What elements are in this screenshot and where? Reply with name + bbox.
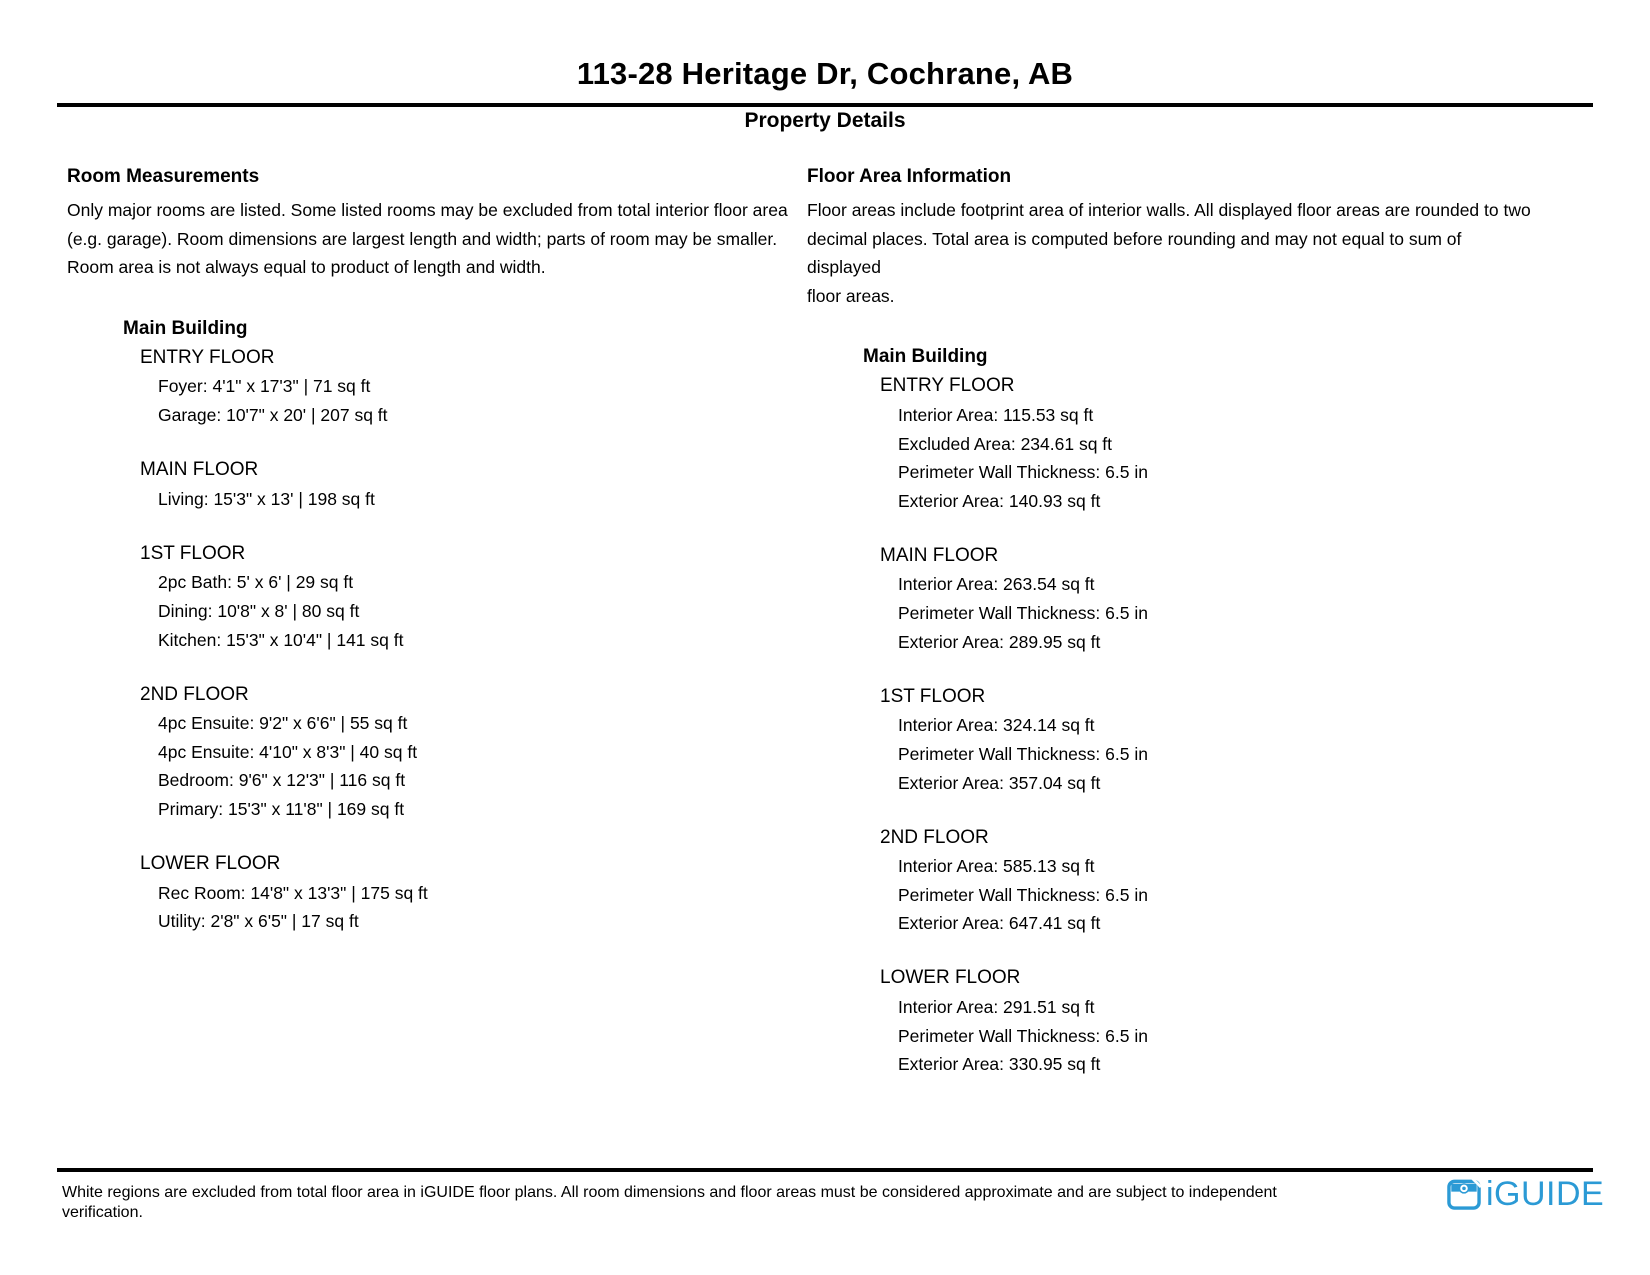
iguide-logo-text: iGUIDE [1486,1175,1605,1213]
floor-detail-line: Kitchen: 15'3" x 10'4" | 141 sq ft [158,629,404,650]
room-measurements-heading: Room Measurements [67,166,260,187]
floor-detail-line: Rec Room: 14'8" x 13'3" | 175 sq ft [158,882,428,903]
page-subtitle: Property Details [744,109,906,132]
floor-name: ENTRY FLOOR [880,375,1015,397]
floor-detail-line: Interior Area: 585.13 sq ft [898,856,1095,877]
description-line: decimal places. Total area is computed before rounding and may not equal to sum of displayed [807,228,1462,278]
floor-detail-line: Living: 15'3" x 13' | 198 sq ft [158,488,375,509]
floor-detail-line: Exterior Area: 647.41 sq ft [898,913,1101,934]
description-line: Only major rooms are listed. Some listed rooms may be excluded from total interior floor area [67,200,788,220]
floor-detail-line: Exterior Area: 289.95 sq ft [898,631,1101,652]
description-line: Room area is not always equal to product of length and width. [67,257,546,278]
room-measurements-section [67,166,792,962]
floor-group [140,540,792,654]
floor-detail-line: Exterior Area: 330.95 sq ft [898,1054,1101,1075]
footer-divider [57,1168,1593,1172]
building-name: Main Building [123,317,248,339]
floor-detail-line: Interior Area: 291.51 sq ft [898,997,1095,1018]
floor-group [880,683,1532,797]
room-measurements-floor-list [140,344,792,936]
floor-detail-line: Utility: 2'8" x 6'5" | 17 sq ft [158,911,359,932]
floor-name: MAIN FLOOR [880,544,999,566]
floor-name: LOWER FLOOR [140,853,281,875]
floor-area-floor-list [880,372,1532,1078]
description-line: floor areas. [807,285,895,306]
floor-group [880,964,1532,1078]
building-name: Main Building [863,346,988,368]
floor-group [140,681,792,824]
floor-detail-line: Exterior Area: 140.93 sq ft [898,490,1101,511]
floor-detail-line: Bedroom: 9'6" x 12'3" | 116 sq ft [158,770,406,791]
floor-name: ENTRY FLOOR [140,346,275,368]
floor-detail-line: Interior Area: 115.53 sq ft [898,404,1094,425]
floor-detail-line: 2pc Bath: 5' x 6' | 29 sq ft [158,572,354,593]
floor-detail-line: 4pc Ensuite: 9'2" x 6'6" | 55 sq ft [158,713,408,734]
floor-detail-line: Primary: 15'3" x 11'8" | 169 sq ft [158,799,405,819]
page-title: 113-28 Heritage Dr, Cochrane, AB [576,56,1074,91]
floor-group [880,824,1532,938]
floor-detail-line: Foyer: 4'1" x 17'3" | 71 sq ft [158,376,371,397]
floor-detail-line: Dining: 10'8" x 8' | 80 sq ft [158,600,360,621]
description-line: Floor areas include footprint area of interior walls. All displayed floor areas are rounded to two [807,200,1531,220]
floor-name: 1ST FLOOR [880,685,986,707]
floor-detail-line: Interior Area: 263.54 sq ft [898,574,1095,595]
floor-name: LOWER FLOOR [880,967,1021,989]
floor-area-description [807,196,1532,310]
floor-detail-line: Perimeter Wall Thickness: 6.5 in [898,603,1148,624]
iguide-camera-icon [1447,1178,1481,1210]
floor-group [880,372,1532,515]
floor-detail-line: Perimeter Wall Thickness: 6.5 in [898,884,1148,905]
floor-area-section [807,166,1532,1105]
title-divider [57,103,1593,107]
floor-name: MAIN FLOOR [140,459,259,481]
floor-group [140,456,792,513]
room-measurements-description [67,196,792,282]
floor-group [140,850,792,936]
iguide-logo [1447,1177,1604,1211]
floor-detail-line: Excluded Area: 234.61 sq ft [898,433,1113,454]
floor-detail-line: Exterior Area: 357.04 sq ft [898,772,1101,793]
floor-group [140,344,792,430]
floor-name: 2ND FLOOR [140,683,249,705]
description-line: (e.g. garage). Room dimensions are largest length and width; parts of room may be smaller. [67,228,778,249]
floor-area-heading: Floor Area Information [807,166,1012,187]
floor-name: 1ST FLOOR [140,542,246,564]
floor-detail-line: Perimeter Wall Thickness: 6.5 in [898,1025,1148,1046]
floor-detail-line: 4pc Ensuite: 4'10" x 8'3" | 40 sq ft [158,741,418,762]
floor-detail-line: Perimeter Wall Thickness: 6.5 in [898,743,1148,764]
footer-disclaimer: White regions are excluded from total floor area in iGUIDE floor plans. All room dimensions and floor areas must be considered approximate and are subject to independent verification. [62,1184,1277,1221]
floor-name: 2ND FLOOR [880,826,989,848]
floor-group [880,542,1532,656]
floor-detail-line: Interior Area: 324.14 sq ft [898,715,1095,736]
floor-detail-line: Garage: 10'7" x 20' | 207 sq ft [158,404,388,425]
floor-detail-line: Perimeter Wall Thickness: 6.5 in [898,462,1148,483]
